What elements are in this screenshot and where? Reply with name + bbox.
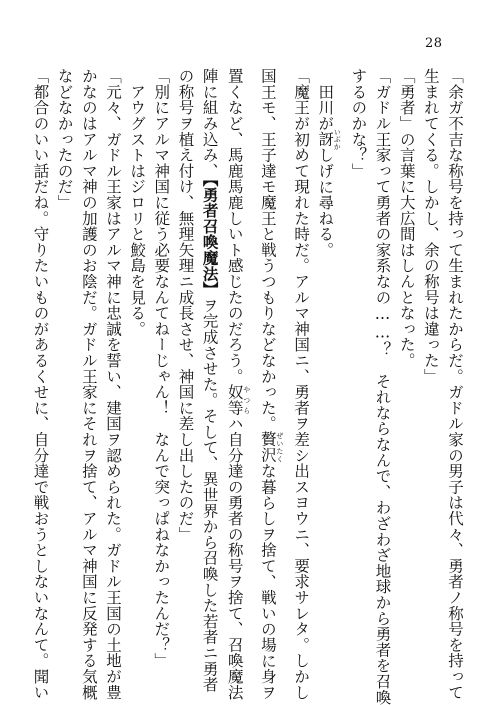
ruby-reading: いぶか bbox=[333, 128, 342, 151]
text-column-17: 「都合のいい話だね。守りたいものがあるくせに、自分達で戦おうとしないなんて。聞い bbox=[31, 68, 50, 700]
ruby-word bbox=[225, 384, 251, 416]
text-column-7: 「魔王が初めて現れた時だ。アルマ神国ニ、勇者ヲ差シ出スヨウニ、要求サレタ。しかし bbox=[292, 68, 311, 700]
text-segment: ハ自分達の勇者の称号ヲ捨て、召喚魔法 bbox=[225, 415, 244, 701]
ruby-word bbox=[258, 431, 284, 464]
text-segment: 国王モ、王子達モ魔王と戦うつもりなどなかった。 bbox=[258, 68, 277, 432]
text-column-13: アウグストはジロリと鮫島を見る。 bbox=[128, 68, 147, 337]
text-column-10 bbox=[200, 68, 220, 693]
text-segment: 置くなど、馬鹿馬鹿しいト感じたのだろう。 bbox=[225, 68, 244, 384]
ruby-reading: ぜいたく bbox=[275, 431, 284, 464]
text-segment: 陣に組み込み、 bbox=[200, 68, 219, 179]
ruby-word bbox=[316, 128, 342, 151]
text-column-15: かなのはアルマ神の加護のお陰だ。ガドル王家にそれヲ捨て、アルマ神国に反発する気概 bbox=[79, 68, 98, 700]
text-segment: ヲ完成させた。そして、異世界から召喚した若者ニ勇者 bbox=[200, 297, 219, 693]
text-column-2: 生まれてくる。しかし、余の称号は違った」 bbox=[421, 68, 440, 384]
text-segment: な暮らしヲ捨て、戦いの場に身ヲ bbox=[258, 463, 277, 701]
text-column-4: 「ガドル王家って勇者の家系なの……？ それならなんで、わざわざ地球から勇者を召喚 bbox=[373, 68, 392, 705]
ruby-base: 奴等 bbox=[225, 384, 244, 416]
text-segment: しげに尋ねる。 bbox=[316, 147, 335, 258]
ruby-base: 訝 bbox=[316, 128, 335, 151]
text-column-11: の称号ヲ植え付け、無理矢理ニ成長させ、神国に差し出したのだ」 bbox=[176, 68, 195, 542]
text-column-6 bbox=[317, 68, 342, 684]
page-number: 28 bbox=[425, 36, 443, 51]
ruby-reading: やつら bbox=[242, 384, 251, 416]
text-segment: 田川が bbox=[316, 68, 335, 132]
text-column-5: するのかな？」 bbox=[349, 68, 368, 179]
text-column-12: 「別にアルマ神国に従う必要なんてねーじゃん！ なんで突っぱねなかったんだ？」 bbox=[152, 68, 171, 669]
ruby-base: 贅沢 bbox=[258, 431, 277, 464]
vertical-text-body bbox=[31, 68, 464, 705]
text-column-14: 「元々、ガドル王家はアルマ神に忠誠を誓い、建国ヲ認められた。ガドル王国の土地が豊 bbox=[103, 68, 122, 700]
text-column-3: 「勇者」の言葉に大広間はしんとなった。 bbox=[397, 68, 416, 369]
text-column-1: 「余ガ不吉な称号を持って生まれたからだ。ガドル家の男子は代々、勇者ノ称号を持って bbox=[446, 68, 464, 700]
bold-spell-name: 【勇者召喚魔法】 bbox=[200, 178, 220, 298]
text-column-8 bbox=[258, 68, 284, 701]
text-column-9 bbox=[225, 68, 251, 701]
text-column-16: などなかったのだ」 bbox=[55, 68, 74, 211]
